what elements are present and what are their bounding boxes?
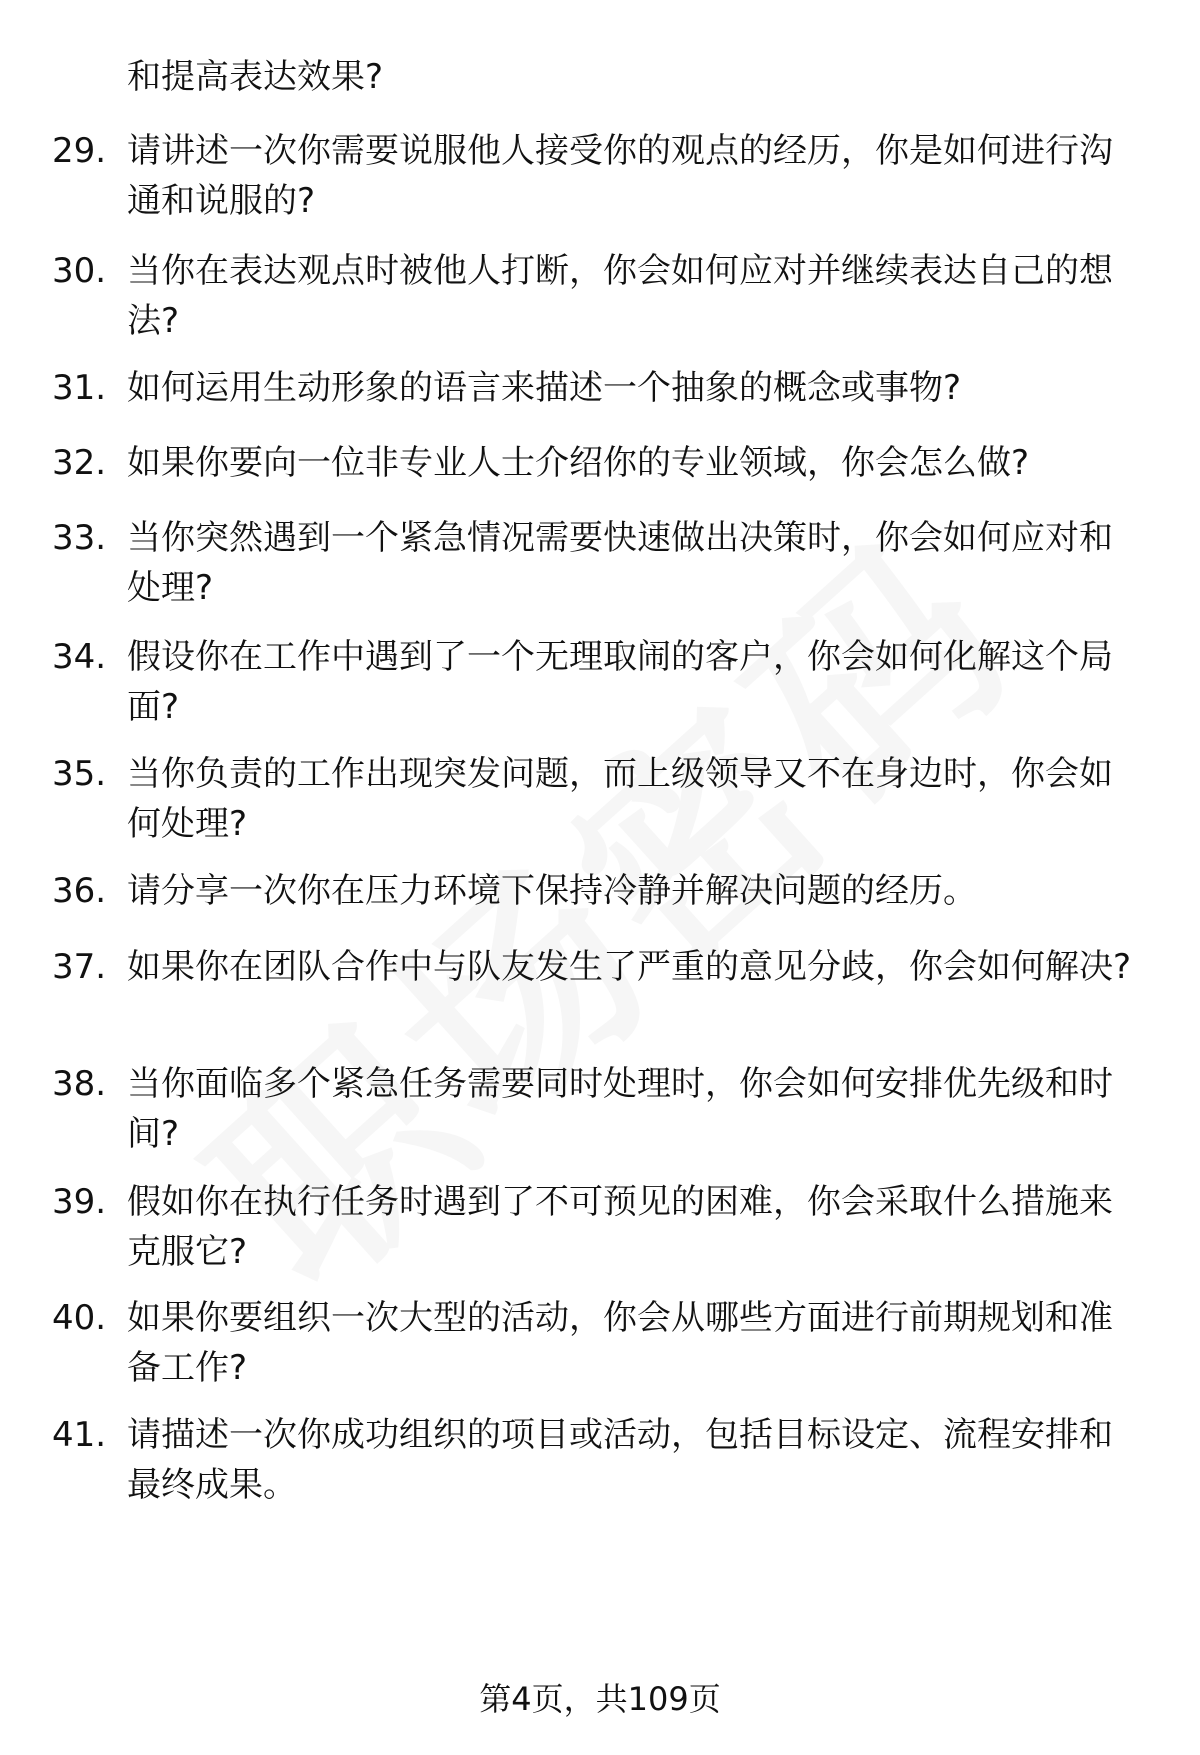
page-footer: 第4页，共109页 [479,1680,721,1718]
item-text: 请讲述一次你需要说服他人接受你的观点的经历，你是如何进行沟通和说服的? [127,131,1113,221]
item-text: 假如你在执行任务时遇到了不可预见的困难，你会采取什么措施来克服它? [127,1182,1113,1272]
item-text: 当你突然遇到一个紧急情况需要快速做出决策时，你会如何应对和处理? [127,518,1113,608]
item-number: 30. [52,251,107,291]
item-text: 当你面临多个紧急任务需要同时处理时，你会如何安排优先级和时间? [127,1064,1113,1154]
item-number: 41. [52,1415,107,1455]
item-text: 如果你要组织一次大型的活动，你会从哪些方面进行前期规划和准备工作? [127,1298,1113,1388]
item-text: 请描述一次你成功组织的项目或活动，包括目标设定、流程安排和最终成果。 [127,1415,1113,1505]
item-text: 当你在表达观点时被他人打断，你会如何应对并继续表达自己的想法? [127,251,1113,341]
item-text: 请分享一次你在压力环境下保持冷静并解决问题的经历。 [127,871,977,911]
item-number: 33. [52,518,107,558]
item-number: 34. [52,637,107,677]
item-number: 31. [52,368,107,408]
item-number: 36. [52,871,107,911]
item-number: 40. [52,1298,107,1338]
item-number: 39. [52,1182,107,1222]
item-text: 如果你在团队合作中与队友发生了严重的意见分歧，你会如何解决? [127,947,1132,987]
item-text: 假设你在工作中遇到了一个无理取闹的客户，你会如何化解这个局面? [127,637,1113,727]
item-number: 38. [52,1064,107,1104]
item-number: 29. [52,131,107,171]
item-text: 如何运用生动形象的语言来描述一个抽象的概念或事物? [127,368,962,408]
item-text: 如果你要向一位非专业人士介绍你的专业领域，你会怎么做? [127,443,1030,483]
item-text: 和提高表达效果? [127,57,384,97]
item-number: 37. [52,947,107,987]
item-text: 当你负责的工作出现突发问题，而上级领导又不在身边时，你会如何处理? [127,754,1113,844]
item-number: 35. [52,754,107,794]
item-number: 32. [52,443,107,483]
